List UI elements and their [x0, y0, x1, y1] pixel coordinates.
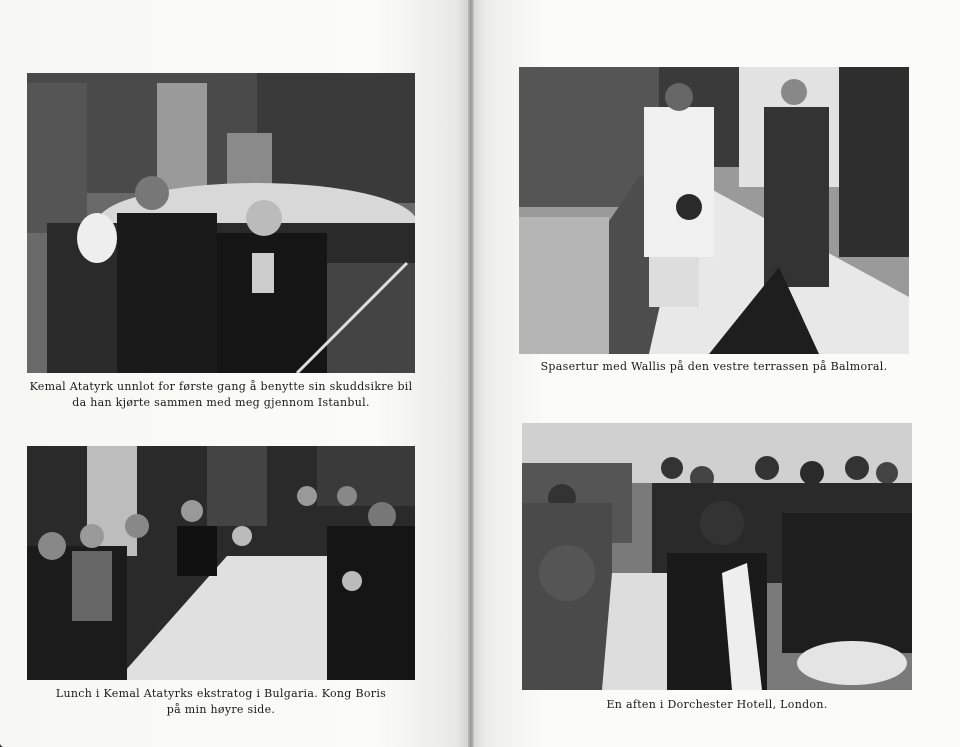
caption-car-istanbul: Kemal Atatyrk unnlot for første gang å benytte sin skuddsikre bil da han kjørte sammen med meg gjennom Istanbul. [29, 380, 413, 409]
photo-balmoral-walk [519, 67, 909, 354]
caption-train-lunch: Lunch i Kemal Atatyrks ekstratog i Bulgaria. Kong Boris på min høyre side. [55, 687, 387, 716]
caption-dorchester-evening: En aften i Dorchester Hotell, London. [606, 698, 828, 711]
caption-balmoral-walk: Spasertur med Wallis på den vestre terrassen på Balmoral. [540, 360, 888, 373]
book-gutter [468, 0, 474, 747]
photo-dorchester-evening [522, 423, 912, 690]
photo-train-lunch [27, 446, 415, 680]
photo-car-istanbul [27, 73, 415, 373]
